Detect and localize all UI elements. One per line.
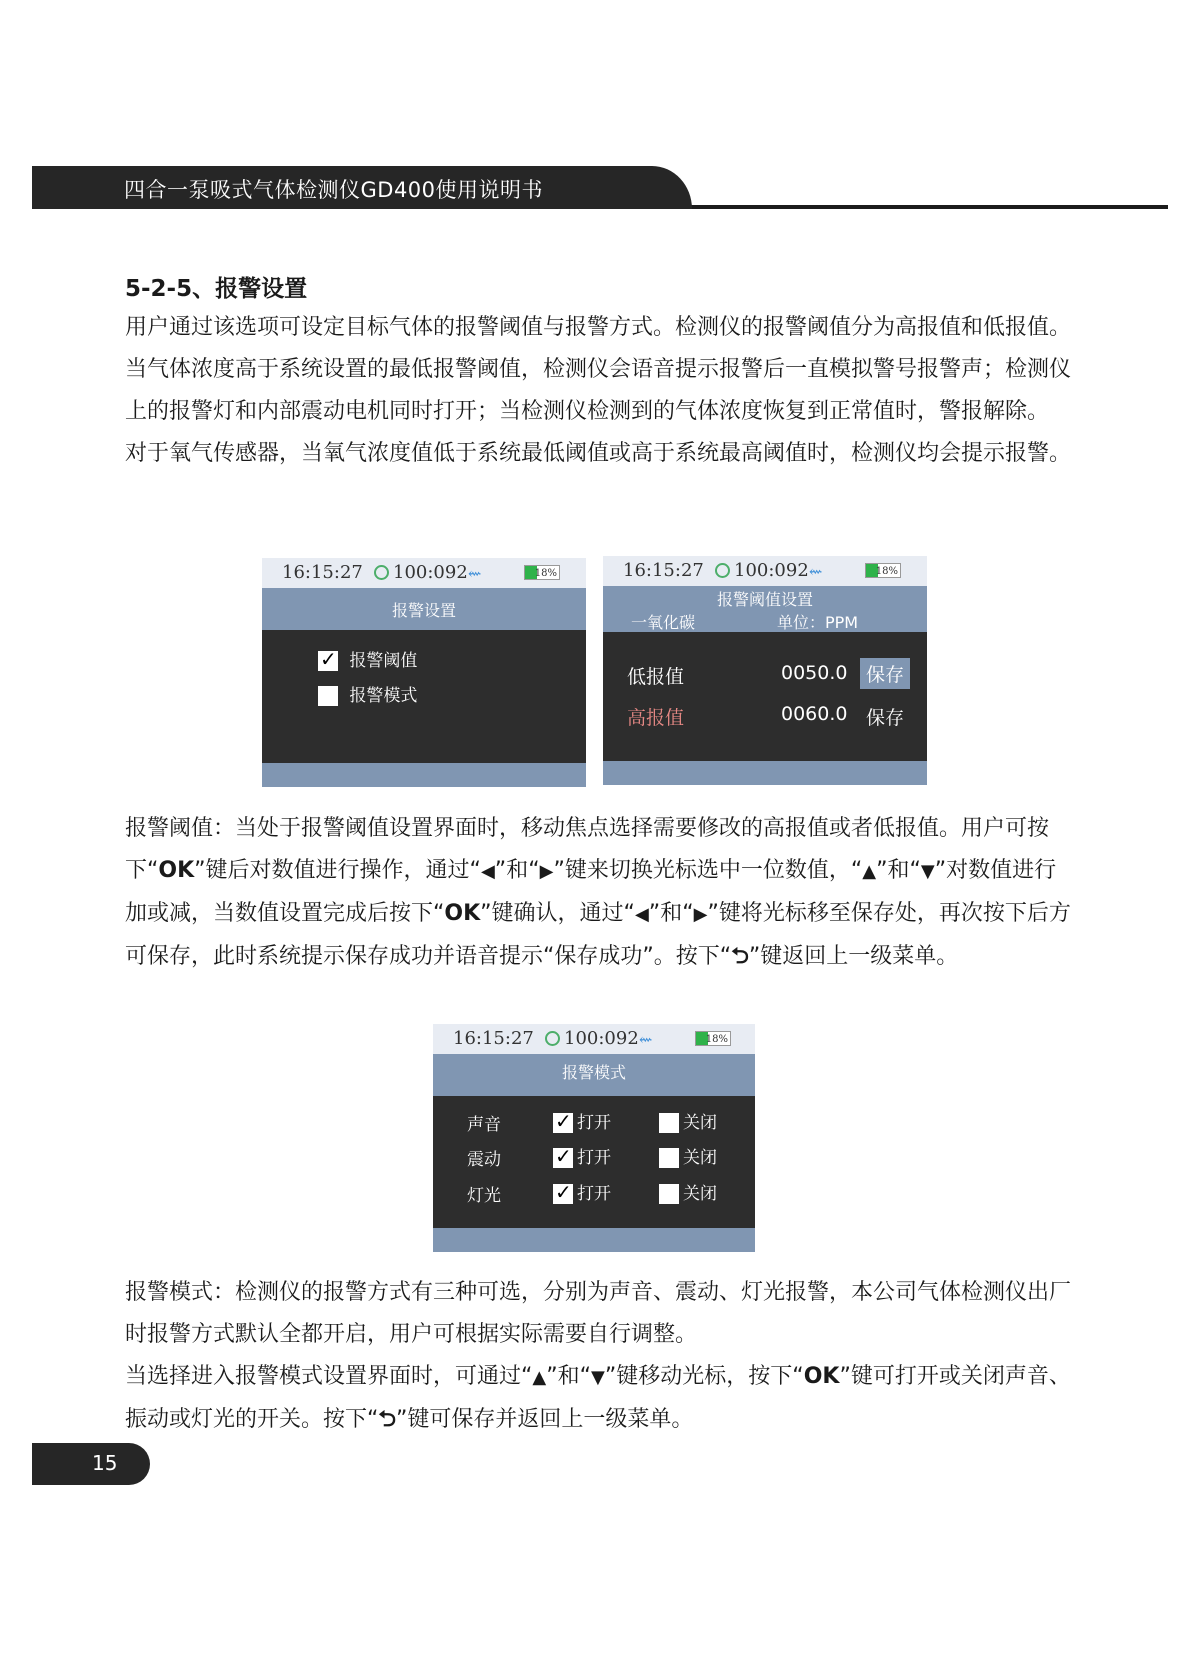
row-label-vibration: 震动: [467, 1150, 501, 1170]
checkbox-checked-icon[interactable]: [553, 1113, 573, 1133]
alarm-mode-screen: [433, 1024, 755, 1252]
threshold-paragraph: [125, 808, 1075, 978]
option-alarm-threshold[interactable]: [318, 646, 417, 671]
usb-icon: ⇜: [639, 1030, 653, 1049]
option-label: 打开: [577, 1113, 611, 1133]
section-title: 5-2-5、报警设置: [125, 276, 308, 302]
text-run: ”和“: [546, 1364, 592, 1389]
clock-icon: [545, 1031, 560, 1046]
low-alarm-label: 低报值: [627, 666, 685, 688]
high-alarm-save-button[interactable]: 保存: [866, 707, 905, 729]
sound-off-option[interactable]: [659, 1108, 717, 1133]
text-run: ”和“: [494, 858, 540, 883]
option-label: 报警阈值: [349, 651, 418, 671]
right-arrow-icon: ▶: [693, 904, 708, 925]
status-count: 100:092: [393, 562, 468, 583]
option-label: 关闭: [683, 1148, 717, 1168]
threshold-settings-screen: [603, 556, 927, 785]
text-run: ”键后对数值进行操作，通过“: [194, 858, 481, 883]
text-run: ”键可打开或关闭声音、振动或灯光的开关。按下“: [125, 1364, 1071, 1432]
text-run: ”键可保存并返回上一级菜单。: [396, 1407, 694, 1432]
checkbox-checked-icon[interactable]: [318, 651, 338, 671]
screen-title: 报警阈值设置: [716, 590, 813, 609]
battery-level: 18%: [534, 568, 557, 579]
up-arrow-icon: ▲: [862, 861, 877, 882]
mode-paragraph-2: [125, 1356, 1075, 1441]
battery-icon: [695, 1031, 731, 1046]
checkbox-icon[interactable]: [318, 686, 338, 706]
back-icon: ⮌: [378, 1407, 397, 1432]
mode-paragraph-1: 报警模式：检测仪的报警方式有三种可选，分别为声音、震动、灯光报警，本公司气体检测仪出厂时报警方式默认全都开启，用户可根据实际需要自行调整。: [125, 1280, 1072, 1347]
screen-title: 报警模式: [561, 1063, 626, 1082]
text-run: 报警阈值：当处于报警阈值设置界面时，移动焦点选择需要修改的高报值或者低报值。用户可按下“: [125, 816, 1050, 883]
text-run: ”键来切换光标选中一位数值，“: [553, 858, 863, 883]
text-run: ”键将光标移至保存处，再次按下后方可保存，此时系统提示保存成功并语音提示“保存成功”。按下“: [125, 901, 1071, 969]
option-label: 打开: [577, 1184, 611, 1204]
ok-key: OK: [803, 1364, 840, 1389]
status-count: 100:092: [564, 1028, 639, 1049]
text-run: 当选择进入报警模式设置界面时，可通过“: [125, 1364, 533, 1389]
intro-paragraph-1: 用户通过该选项可设定目标气体的报警阈值与报警方式。检测仪的报警阈值分为高报值和低报值。当气体浓度高于系统设置的最低报警阈值，检测仪会语音提示报警后一直模拟警号报警声；检测仪上的报警灯和内部震动电机同时打开；当检测仪检测到的气体浓度恢复到正常值时，警报解除。: [125, 315, 1072, 424]
title-band: [433, 1054, 755, 1096]
vibration-off-option[interactable]: [659, 1143, 717, 1168]
back-icon: ⮌: [731, 944, 749, 969]
screen-title: 报警设置: [391, 601, 456, 620]
low-alarm-save-button[interactable]: 保存: [860, 658, 910, 689]
checkbox-checked-icon[interactable]: [553, 1148, 573, 1168]
unit-label: 单位：PPM: [777, 613, 859, 632]
option-alarm-mode[interactable]: [318, 681, 417, 706]
battery-level: 18%: [875, 566, 898, 577]
checkbox-icon[interactable]: [659, 1113, 679, 1133]
alarm-settings-screen: [262, 558, 586, 787]
bottom-band: [433, 1228, 755, 1252]
clock-icon: [715, 563, 730, 578]
right-arrow-icon: ▶: [539, 861, 554, 882]
status-count: 100:092: [734, 560, 809, 581]
option-label: 关闭: [683, 1184, 717, 1204]
text-run: ”键移动光标，按下“: [604, 1364, 804, 1389]
usb-icon: ⇜: [809, 562, 823, 581]
checkbox-checked-icon[interactable]: [553, 1184, 573, 1204]
row-label-light: 灯光: [467, 1186, 501, 1206]
status-bar: [603, 556, 927, 586]
text-run: ”和“: [648, 901, 694, 926]
threshold-explanation: [125, 808, 1075, 978]
text-run: ”键返回上一级菜单。: [748, 944, 959, 969]
checkbox-icon[interactable]: [659, 1148, 679, 1168]
title-band: [603, 586, 927, 632]
down-arrow-icon: ▼: [920, 861, 935, 882]
status-time: 16:15:27: [623, 560, 704, 581]
option-label: 关闭: [683, 1113, 717, 1133]
text-run: ”和“: [876, 858, 921, 883]
high-alarm-value[interactable]: 0060.0: [781, 703, 848, 725]
left-arrow-icon: ◀: [634, 904, 649, 925]
intro-paragraph-2: 对于氧气传感器，当氧气浓度值低于系统最低阈值或高于系统最高阈值时，检测仪均会提示报警。: [125, 441, 1072, 466]
low-alarm-value[interactable]: 0050.0: [781, 662, 848, 684]
sound-on-option[interactable]: [553, 1108, 611, 1133]
option-label: 打开: [577, 1148, 611, 1168]
battery-icon: [524, 565, 560, 580]
title-band: [262, 588, 586, 630]
text-run: ”对数值进行加或减，当数值设置完成后按下“: [125, 858, 1057, 926]
battery-icon: [865, 563, 901, 578]
battery-level: 18%: [705, 1034, 728, 1045]
up-arrow-icon: ▲: [532, 1367, 547, 1388]
page-number-pill: [32, 1443, 150, 1485]
ok-key: OK: [158, 858, 195, 883]
header-tab: [32, 166, 692, 209]
document-title: 四合一泵吸式气体检测仪GD400使用说明书: [124, 178, 544, 202]
row-label-sound: 声音: [467, 1115, 501, 1135]
bottom-band: [262, 763, 586, 787]
mode-explanation: [125, 1272, 1075, 1441]
high-alarm-label: 高报值: [627, 707, 685, 729]
light-off-option[interactable]: [659, 1179, 717, 1204]
ok-key: OK: [444, 901, 481, 926]
down-arrow-icon: ▼: [591, 1367, 605, 1388]
usb-icon: ⇜: [468, 564, 482, 583]
vibration-on-option[interactable]: [553, 1143, 611, 1168]
intro-text: [125, 307, 1075, 475]
page-number: 15: [92, 1451, 118, 1475]
light-on-option[interactable]: [553, 1179, 611, 1204]
status-time: 16:15:27: [282, 562, 363, 583]
gas-name: 一氧化碳: [631, 613, 696, 632]
status-time: 16:15:27: [453, 1028, 534, 1049]
status-bar: [433, 1024, 755, 1054]
status-bar: [262, 558, 586, 588]
text-run: ”键确认，通过“: [480, 901, 635, 926]
clock-icon: [374, 565, 389, 580]
option-label: 报警模式: [349, 686, 418, 706]
bottom-band: [603, 761, 927, 785]
left-arrow-icon: ◀: [480, 861, 495, 882]
checkbox-icon[interactable]: [659, 1184, 679, 1204]
